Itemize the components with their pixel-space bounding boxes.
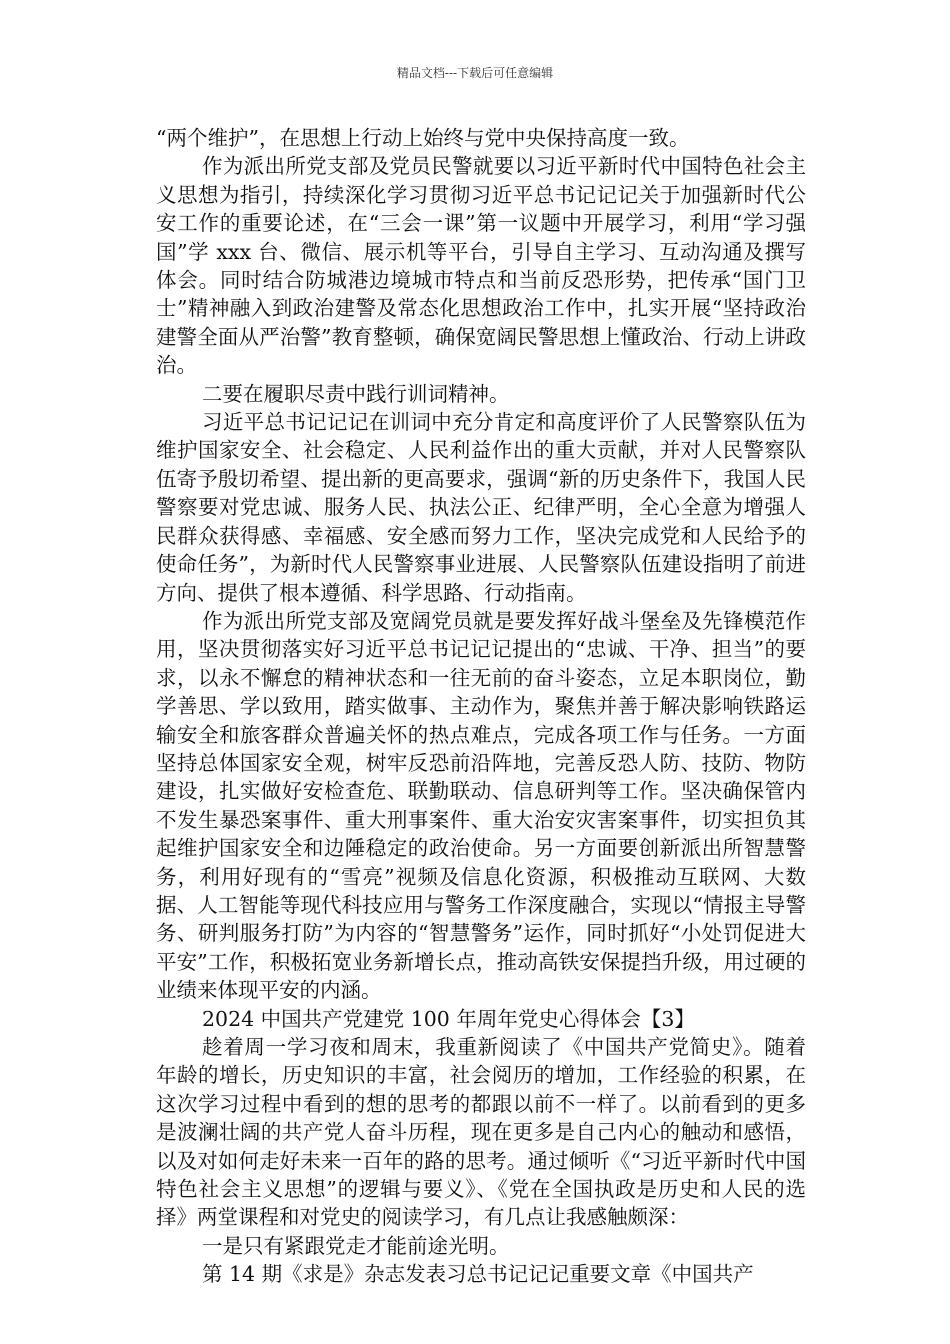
paragraph-6: 第 14 期《求是》杂志发表习总书记记记重要文章《中国共产 (202, 1262, 754, 1287)
article-title-3: 2024 中国共产党建党 100 年周年党史心得体会【3】 (202, 1006, 695, 1031)
section-heading-2: 二要在履职尽责中践行训词精神。 (202, 381, 510, 406)
paragraph-4: 作为派出所党支部及宽阔党员就是要发挥好战斗堡垒及先锋模范作用，坚决贯彻落实好习近平总书记记记提出的“忠诚、干净、担当”的要求，以永不懈怠的精神状态和一往无前的奋斗姿态，立足本职岗位，勤学善思、学以致用，踏实做事、主动作为，聚焦并善于解决影响铁路运输安全和旅客群众普遍关怀的热点难点，完成各项工作与任务。一方面坚持总体国家安全观，树牢反恐前沿阵地，完善反恐人防、技防、物防建设，扎实做好安检查危、联勤联动、信息研判等工作。坚决确保管内不发生暴恐案事件、重大刑事案件、重大治安灾害案事件，切实担负其起维护国家安全和边陲稳定的政治使命。另一方面要创新派出所智慧警务，利用好现有的“雪亮”视频及信息化资源，积极推动互联网、大数据、人工智能等现代科技应用与警务工作深度融合，实现以“情报主导警务、研判服务打防”为内容的“智慧警务”运作，同时抓好“小处罚促进大平安”工作，积极拓宽业务新增长点，推动高铁安保提挡升级，用过硬的业绩来体现平安的内涵。 (156, 608, 806, 1003)
page-header: 精品文档---下载后可任意编辑 (396, 66, 554, 80)
paragraph-5: 趁着周一学习夜和周末，我重新阅读了《中国共产党简史》。随着年龄的增长，历史知识的丰富，社会阅历的增加，工作经验的积累，在这次学习过程中看到的想的思考的都跟以前不一样了。以前看到的更多是波澜壮阔的共产党人奋斗历程，现在更多是自己内心的触动和感悟，以及对如何走好未来一百年的路的思考。通过倾听《“习近平新时代中国特色社会主义思想”的逻辑与要义》、《党在全国执政是历史和人民的选择》两堂课程和对党史的阅读学习，有几点让我感触颇深： (156, 1035, 806, 1230)
paragraph-1: “两个维护”，在思想上行动上始终与党中央保持高度一致。 (156, 126, 690, 150)
paragraph-2: 作为派出所党支部及党员民警就要以习近平新时代中国特色社会主义思想为指引，持续深化学习贯彻习近平总书记记记关于加强新时代公安工作的重要论述，在“三会一课”第一议题中开展学习，利用“学习强国”学 xxx 台、微信、展示机等平台，引导自主学习、互动沟通及撰写体会。同时结合防城港边境城市特点和当前反恐形势，把传承“国门卫士”精神融入到政治建警及常态化思想政治工作中，扎实开展“坚持政治建警全面从严治警”教育整顿，确保宽阔民警思想上懂政治、行动上讲政治。 (156, 154, 806, 378)
section-heading-point-1: 一是只有紧跟党走才能前途光明。 (202, 1233, 510, 1258)
document-body (156, 124, 806, 1289)
paragraph-3: 习近平总书记记记在训词中充分肯定和高度评价了人民警察队伍为维护国家安全、社会稳定、人民利益作出的重大贡献，并对人民警察队伍寄予殷切希望、提出新的更高要求，强调“新的历史条件下，我国人民警察要对党忠诚、服务人民、执法公正、纪律严明，全心全意为增强人民群众获得感、幸福感、安全感而努力工作，坚决完成党和人民给予的使命任务”，为新时代人民警察事业进展、人民警察队伍建设指明了前进方向、提供了根本遵循、科学思路、行动指南。 (156, 410, 806, 605)
